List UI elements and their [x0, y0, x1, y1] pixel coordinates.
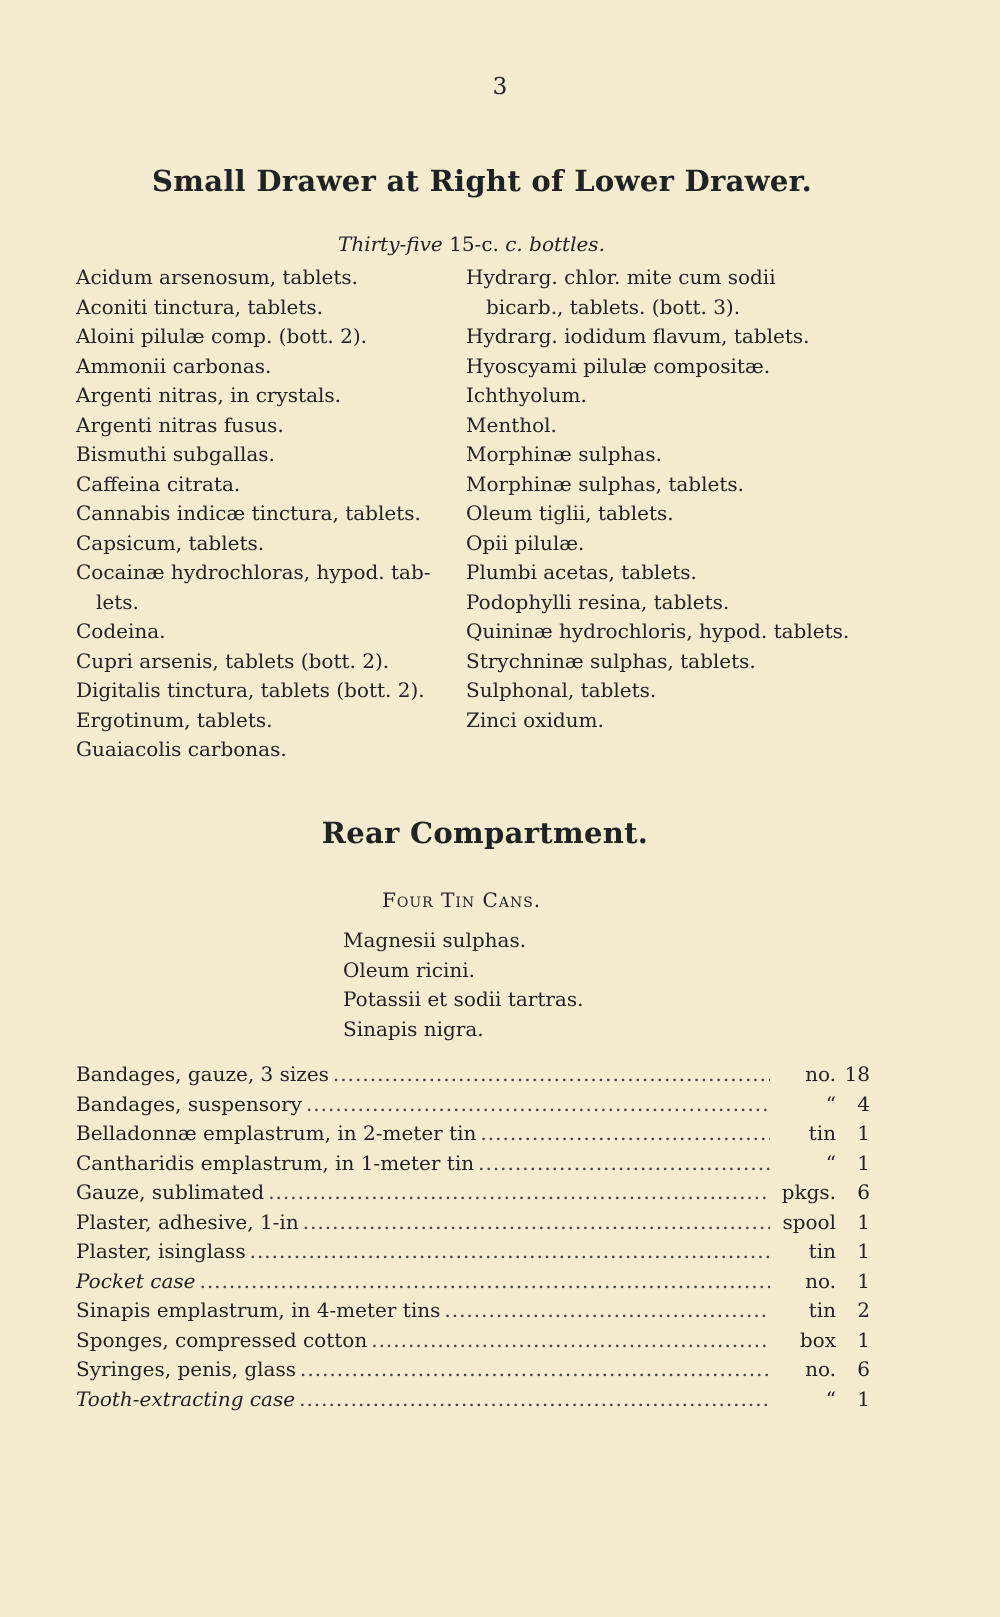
- page-number: 3: [492, 74, 508, 100]
- list-item: [76, 735, 471, 765]
- supply-row: [76, 1237, 870, 1267]
- list-item-text: Ichthyolum.: [466, 383, 587, 407]
- supply-quantity: 1: [857, 1150, 870, 1175]
- list-item-text: Podophylli resina, tablets.: [466, 589, 730, 614]
- supply-quantity: 6: [857, 1357, 870, 1381]
- list-item: [466, 263, 876, 322]
- supply-unit: “: [825, 1150, 836, 1175]
- dot-leader: [480, 1119, 770, 1149]
- list-item: [466, 676, 876, 706]
- list-item: [466, 411, 876, 441]
- dot-leader: [371, 1326, 770, 1356]
- supply-row: [76, 1178, 870, 1208]
- supply-name: Bandages, suspensory: [76, 1091, 302, 1116]
- supply-row: [76, 1060, 870, 1090]
- list-item: [76, 558, 471, 617]
- supply-name: Sinapis emplastrum, in 4-meter tins: [76, 1298, 441, 1322]
- supply-quantity: 1: [857, 1209, 870, 1234]
- supply-unit: no.: [805, 1357, 836, 1381]
- list-item: [76, 706, 471, 736]
- list-item: [76, 470, 471, 500]
- supply-unit: tin: [808, 1298, 836, 1322]
- list-item-text: Morphinæ sulphas, tablets.: [466, 471, 744, 496]
- list-item: [76, 293, 471, 323]
- supply-unit: no.: [805, 1268, 836, 1293]
- supply-row: [76, 1149, 870, 1179]
- list-item-text: Hydrarg. iodidum flavum, tablets.: [466, 324, 810, 348]
- supply-name: Belladonnæ emplastrum, in 2-meter tin: [76, 1121, 477, 1145]
- dot-leader: [333, 1060, 770, 1090]
- dot-leader: [300, 1355, 770, 1385]
- supply-quantity: 2: [857, 1298, 870, 1322]
- dot-leader: [199, 1267, 770, 1297]
- supply-quantity: 1: [857, 1239, 870, 1263]
- supply-unit: pkgs.: [781, 1180, 836, 1204]
- list-item: [466, 647, 876, 677]
- list-item: [466, 529, 876, 559]
- list-item: [76, 529, 471, 559]
- list-item: [466, 440, 876, 470]
- list-item-text: Ergotinum, tablets.: [76, 707, 273, 732]
- dot-leader: [444, 1296, 770, 1326]
- left-column-list: [76, 263, 471, 765]
- dot-leader: [250, 1237, 770, 1267]
- supply-row: [76, 1090, 870, 1120]
- dot-leader: [306, 1090, 770, 1120]
- list-item-text: Digitalis tinctura, tablets (bott. 2).: [76, 678, 425, 702]
- list-item: [76, 322, 471, 352]
- list-item: [76, 352, 471, 382]
- supply-unit: spool: [782, 1209, 836, 1234]
- list-item-continuation: bicarb., tablets. (bott. 3).: [486, 294, 741, 319]
- list-item-text: Acidum arsenosum, tablets.: [76, 265, 359, 289]
- dot-leader: [268, 1178, 770, 1208]
- supply-unit: tin: [808, 1239, 836, 1263]
- right-column-list: [466, 263, 876, 735]
- supply-quantity: 6: [857, 1180, 870, 1204]
- list-item: [76, 440, 471, 470]
- list-item: [76, 617, 471, 647]
- supply-unit: tin: [808, 1121, 836, 1145]
- list-item: [466, 322, 876, 352]
- tin-can-item: Oleum ricini.: [343, 957, 476, 982]
- list-item-text: Caffeina citrata.: [76, 471, 241, 496]
- subhead-italic-b: c. bottles.: [498, 232, 605, 256]
- list-item-text: Argenti nitras, in crystals.: [76, 383, 342, 407]
- list-item-text: Hydrarg. chlor. mite cum sodii: [466, 265, 776, 289]
- supply-unit: “: [825, 1091, 836, 1116]
- supply-row: [76, 1326, 870, 1356]
- list-item: [466, 617, 876, 647]
- supply-name: Pocket case: [76, 1268, 196, 1293]
- list-item: [76, 411, 471, 441]
- list-item-text: Guaiacolis carbonas.: [76, 737, 287, 761]
- list-item-text: Sulphonal, tablets.: [466, 678, 657, 702]
- supply-row: [76, 1119, 870, 1149]
- section-title-rear-compartment: Rear Compartment.: [321, 816, 649, 850]
- supplies-list: [76, 1060, 870, 1414]
- supply-quantity: 1: [857, 1121, 870, 1145]
- supply-name: Bandages, gauze, 3 sizes: [76, 1062, 329, 1086]
- supply-unit: box: [799, 1327, 836, 1352]
- list-item-text: Cocainæ hydrochloras, hypod. tab-: [76, 560, 431, 584]
- list-item-text: Aloini pilulæ comp. (bott. 2).: [76, 324, 367, 348]
- list-item-text: Opii pilulæ.: [466, 530, 585, 555]
- list-item: [466, 499, 876, 529]
- list-item-text: Morphinæ sulphas.: [466, 442, 662, 466]
- list-item: [76, 499, 471, 529]
- supply-quantity: 1: [857, 1386, 870, 1411]
- supply-row: [76, 1355, 870, 1385]
- list-item: [76, 381, 471, 411]
- tin-can-item: Magnesii sulphas.: [343, 928, 527, 952]
- list-item-text: Plumbi acetas, tablets.: [466, 560, 697, 584]
- supply-name: Sponges, compressed cotton: [76, 1327, 368, 1352]
- list-item-text: Capsicum, tablets.: [76, 530, 265, 555]
- list-item: [76, 676, 471, 706]
- supply-quantity: 1: [857, 1327, 870, 1352]
- list-item: [466, 706, 876, 736]
- supply-quantity: 4: [857, 1091, 870, 1116]
- list-item: [466, 470, 876, 500]
- dot-leader: [303, 1208, 770, 1238]
- section-title-small-drawer: Small Drawer at Right of Lower Drawer.: [152, 164, 812, 198]
- bottles-subheading: [338, 232, 605, 256]
- list-item-text: Argenti nitras fusus.: [76, 412, 284, 437]
- list-item-continuation: lets.: [96, 589, 139, 614]
- supply-name: Syringes, penis, glass: [76, 1357, 296, 1381]
- list-item-text: Zinci oxidum.: [466, 707, 604, 732]
- list-item-text: Bismuthi subgallas.: [76, 442, 275, 466]
- list-item-text: Menthol.: [466, 412, 557, 437]
- list-item: [466, 352, 876, 382]
- dot-leader: [299, 1385, 770, 1415]
- list-item: [76, 263, 471, 293]
- supply-row: [76, 1385, 870, 1415]
- supply-name: Cantharidis emplastrum, in 1-meter tin: [76, 1150, 475, 1175]
- tin-can-item: Sinapis nigra.: [343, 1016, 484, 1041]
- list-item-text: Quininæ hydrochloris, hypod. tablets.: [466, 619, 850, 643]
- supply-name: Gauze, sublimated: [76, 1180, 265, 1204]
- list-item-text: Cupri arsenis, tablets (bott. 2).: [76, 648, 390, 673]
- supply-row: [76, 1296, 870, 1326]
- list-item: [466, 558, 876, 588]
- supply-quantity: 1: [857, 1268, 870, 1293]
- supply-row: [76, 1208, 870, 1238]
- dot-leader: [478, 1149, 770, 1179]
- subhead-plain: 15-c.: [442, 232, 499, 256]
- list-item-text: Oleum tiglii, tablets.: [466, 501, 674, 525]
- list-item-text: Strychninæ sulphas, tablets.: [466, 648, 756, 673]
- supply-name: Tooth-extracting case: [76, 1386, 296, 1411]
- tin-can-item: Potassii et sodii tartras.: [343, 987, 584, 1011]
- supply-quantity: 18: [844, 1062, 870, 1086]
- tin-cans-subheading: Four Tin Cans.: [382, 888, 542, 912]
- list-item-text: Ammonii carbonas.: [76, 353, 272, 378]
- tin-cans-list: [343, 926, 583, 1044]
- list-item-text: Cannabis indicæ tinctura, tablets.: [76, 501, 421, 525]
- list-item-text: Hyoscyami pilulæ compositæ.: [466, 353, 771, 378]
- supply-name: Plaster, adhesive, 1-in: [76, 1209, 299, 1234]
- list-item: [466, 381, 876, 411]
- supply-unit: no.: [805, 1062, 836, 1086]
- list-item-text: Aconiti tinctura, tablets.: [76, 294, 324, 319]
- subhead-italic-a: Thirty-five: [338, 232, 443, 256]
- list-item-text: Codeina.: [76, 619, 166, 643]
- list-item: [76, 647, 471, 677]
- supply-name: Plaster, isinglass: [76, 1239, 246, 1263]
- supply-unit: “: [825, 1386, 836, 1411]
- list-item: [466, 588, 876, 618]
- supply-row: [76, 1267, 870, 1297]
